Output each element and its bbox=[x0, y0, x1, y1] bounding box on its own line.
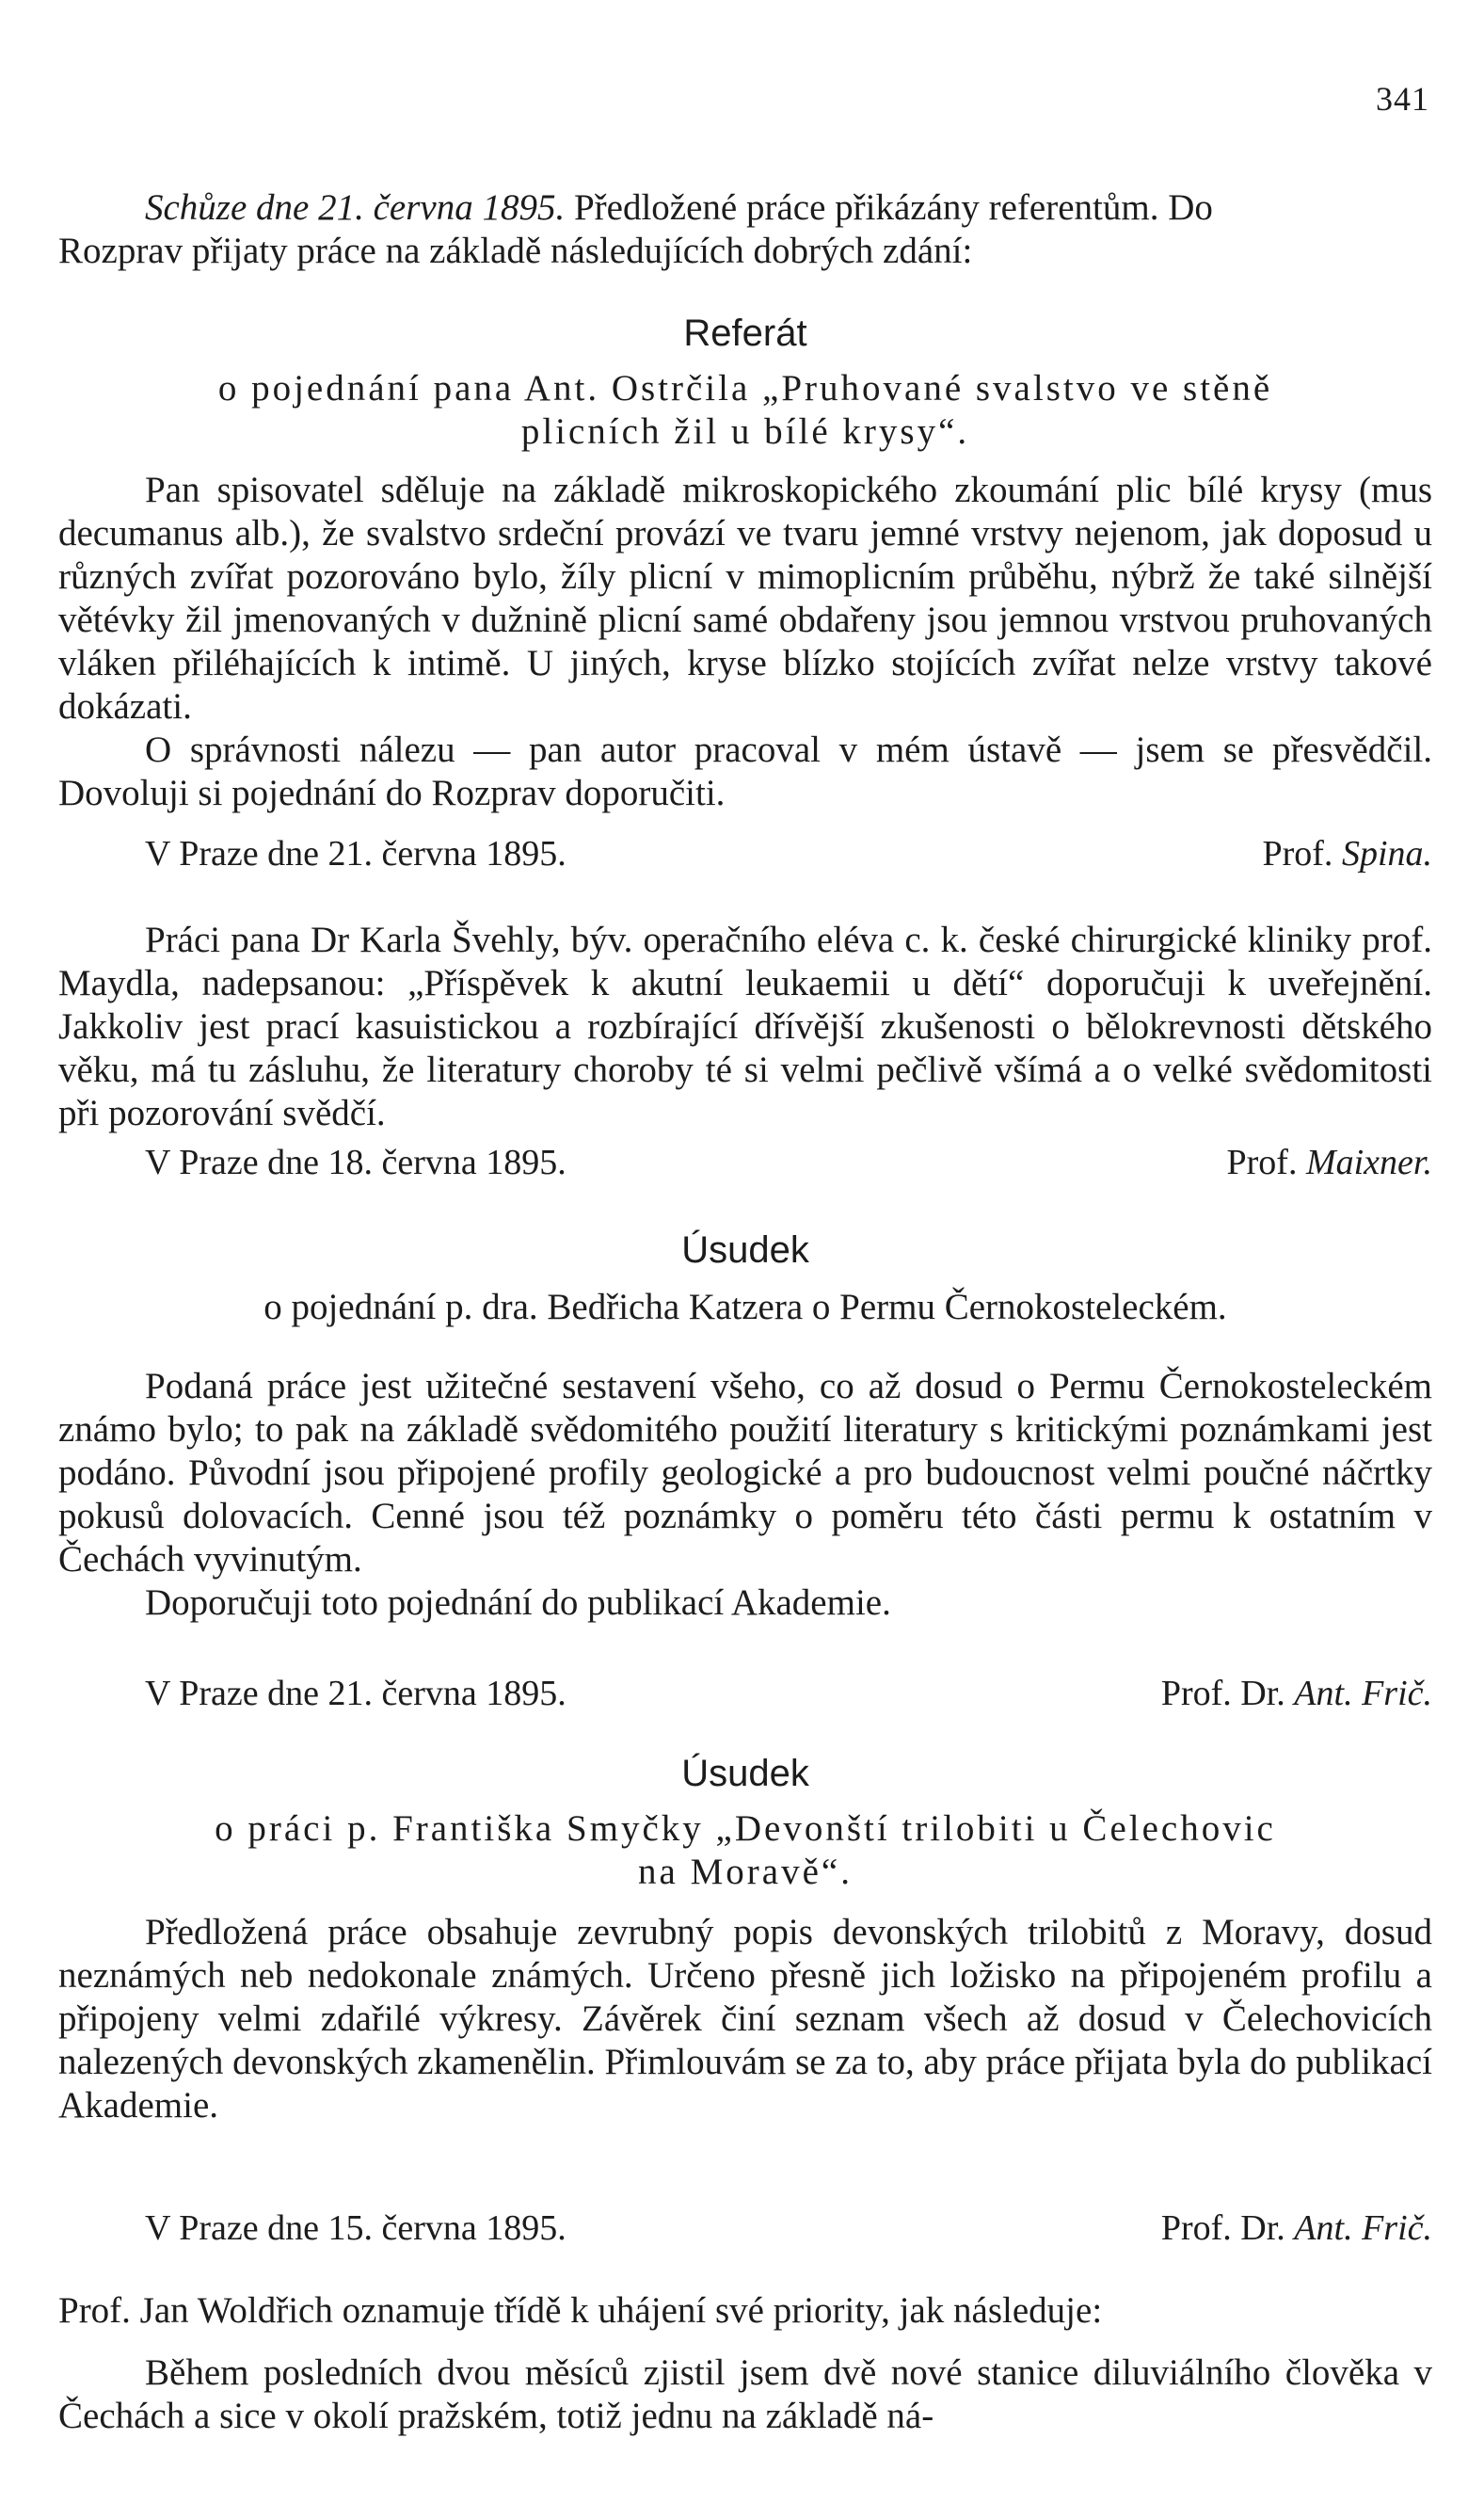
report3-place-date: V Praze dne 21. června 1895. bbox=[145, 1674, 566, 1713]
report1-text bbox=[58, 469, 1432, 815]
report1-subtitle-line2: plicních žil u bílé krysy“. bbox=[520, 411, 970, 452]
session-paragraph bbox=[58, 186, 1432, 273]
report1-body2: O správnosti nálezu — pan autor pracoval v mém ústavě — jsem se přesvědčil. Dovoluji si pojednání do Rozprav doporučiti. bbox=[58, 730, 1432, 813]
woldrich-section bbox=[58, 2289, 1432, 2438]
session-intro bbox=[58, 186, 1432, 273]
report3-signatory bbox=[1161, 1672, 1432, 1715]
page-number: 341 bbox=[1376, 80, 1429, 118]
report2-body: Práci pana Dr Karla Švehly, býv. operačního eléva c. k. české chirurgické kliniky prof. Maydla, nadepsanou: „Příspěvek k akutní leukaemii u dětí“ doporučuji k uveřejnění. Jakkoliv jest prací kasuistickou a rozbírající dřívější zkušenosti o bělokrevnosti dětského věku, má tu zásluhu, že literatury choroby té si velmi pečlivě všímá a o velké svědomitosti při pozorování svědčí. bbox=[58, 920, 1432, 1133]
session-date: Schůze dne 21. června 1895. bbox=[145, 187, 566, 228]
report1-subtitle-line1: o pojednání pana Ant. Ostrčila „Pruhované svalstvo ve stěně bbox=[217, 368, 1273, 409]
report4-text bbox=[58, 1911, 1432, 2127]
report3-heading: Úsudek bbox=[681, 1229, 809, 1271]
report4-signatory bbox=[1161, 2206, 1432, 2250]
report1-signatory bbox=[1262, 832, 1432, 875]
report2-prof-title: Prof. bbox=[1226, 1143, 1306, 1182]
report4-place-date: V Praze dne 15. června 1895. bbox=[145, 2208, 566, 2248]
report4-body: Předložená práce obsahuje zevrubný popis devonských trilobitů z Moravy, dosud neznámých neb nedokonale známých. Určeno přesně jich ložisko na připojeném profilu a připojeny velmi zdařilé výkresy. Závěrek činí seznam všech až dosud v Čelechovicích nalezených devonských zkamenělin. Přimlouvám se za to, aby práce přijata byla do publikací Akademie. bbox=[58, 1912, 1432, 2126]
report3-prof-name: Ant. Frič. bbox=[1294, 1674, 1432, 1713]
report4-prof-name: Ant. Frič. bbox=[1294, 2208, 1432, 2248]
report4-subtitle-line2: na Moravě“. bbox=[638, 1852, 853, 1892]
report2-place-date: V Praze dne 18. června 1895. bbox=[145, 1143, 566, 1182]
report1-prof-name: Spina. bbox=[1341, 834, 1432, 874]
report2-prof-name: Maixner. bbox=[1305, 1143, 1432, 1182]
report4-prof-title: Prof. Dr. bbox=[1160, 2208, 1295, 2248]
woldrich-intro: Prof. Jan Woldřich oznamuje třídě k uhájení své priority, jak následuje: bbox=[58, 2290, 1103, 2331]
session-line1: Předložené práce přikázány referentům. Do bbox=[565, 187, 1213, 228]
report4-heading: Úsudek bbox=[681, 1753, 809, 1794]
session-line2: Rozprav přijaty práce na základě následujících dobrých zdání: bbox=[58, 231, 973, 271]
report1-body: Pan spisovatel sděluje na základě mikroskopického zkoumání plic bílé krysy (mus decumanus alb.), že svalstvo srdeční provází ve tvaru jemné vrstvy nejenom, jak doposud u různých zvířat pozorováno bylo, žíly plicní v mimoplicním průběhu, nýbrž že také silnější větévky žil jmenovaných v dužnině plicní samé obdařeny jsou jemnou vrstvou pruhovaných vláken přiléhajících k intimě. U jiných, kryse blízko stojících zvířat nelze vrstvy takové dokázati. bbox=[58, 470, 1432, 727]
woldrich-body: Během posledních dvou měsíců zjistil jsem dvě nové stanice diluviálního člověka v Čechách a sice v okolí pražském, totiž jednu na základě ná- bbox=[58, 2352, 1432, 2436]
report4-subtitle-line1: o práci p. Františka Smyčky „Devonští trilobiti u Čelechovic bbox=[215, 1808, 1276, 1849]
report1-heading: Referát bbox=[683, 313, 807, 354]
report1-place-date: V Praze dne 21. června 1895. bbox=[145, 834, 566, 874]
report3-body2: Doporučuji toto pojednání do publikací Akademie. bbox=[145, 1582, 891, 1623]
report3-text bbox=[58, 1365, 1432, 1625]
report3-subtitle-line1: o pojednání p. dra. Bedřicha Katzera o Permu Černokosteleckém. bbox=[263, 1287, 1227, 1327]
report2-text bbox=[58, 919, 1432, 1135]
report1-prof-title: Prof. bbox=[1262, 834, 1342, 874]
report2-signatory bbox=[1227, 1141, 1432, 1184]
report3-prof-title: Prof. Dr. bbox=[1160, 1674, 1295, 1713]
report3-body: Podaná práce jest užitečné sestavení všeho, co až dosud o Permu Černokosteleckém známo bylo; to pak na základě svědomitého použití literatury s kritickými poznámkami jest podáno. Původní jsou připojené profily geologické a pro budoucnost velmi poučné náčrtky pokusů dolovacích. Cenné jsou též poznámky o poměru této části permu k ostatním v Čechách vyvinutým. bbox=[58, 1366, 1432, 1580]
